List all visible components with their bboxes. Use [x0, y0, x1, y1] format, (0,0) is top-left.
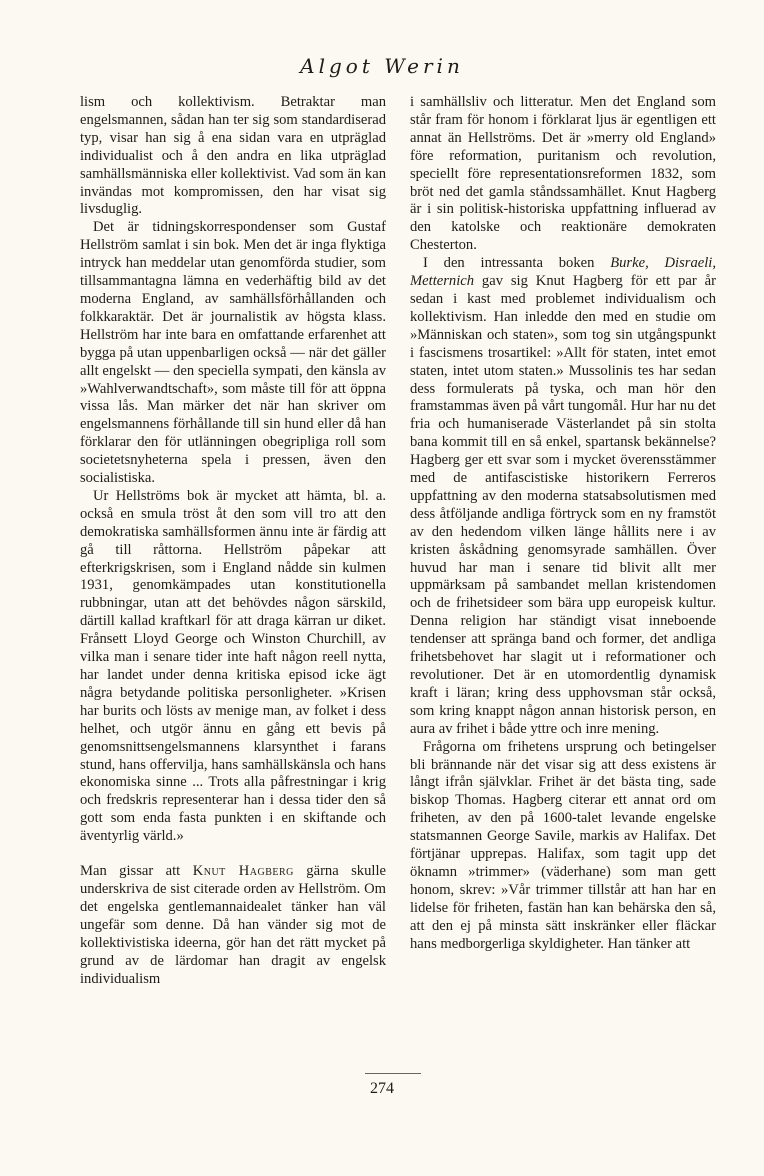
author-name-knut-hagberg: Knut Hagberg — [192, 863, 294, 880]
footer-rule — [365, 1073, 421, 1074]
left-paragraph-3: Ur Hellströms bok är mycket att hämta, bl. a. också en smula tröst åt den som vill tro att den demokratiska samhällsformen ännu inte är färdig att gå till råttorna. Hellström påpekar att efterkrigskrisen, som i England nådde sin kulmen 1931, genomkämpades utan konstitutionella rubbningar, utan att det behövdes någon särskild, därtill kallad kraftkarl för att draga kärran ur diket. Frånsett Lloyd George och Winston Churchill, av vilka man i senare tider inte haft någon reell nytta, har landet under denna kritiska episod icke ägt några betydande politiska personligheter. »Krisen har burits och lösts av menige man, av folket i dess helhet, och utgör ännu en gång ett bevis på genomsnittsengelsmannens klarsynthet i farans stund, hans offervilja, hans samhällskänsla och hans ekonomiska sinne ... Trots alla påfrestningar i krig och fredskris representerar han i dessa tider den så gott som enda fasta punkten i en skiftande och äventyrlig värld.» — [80, 487, 386, 845]
left-paragraph-4-start: Man gissar att — [80, 863, 181, 880]
right-paragraph-3: Frågorna om frihetens ursprung och betingelser bli brännande när det visar sig att dess existens är långt ifrån självklar. Frihet är det bästa ting, sade biskop Thomas. Hagberg citerar ett annat ord om friheten, av den på 1600-talet levande engelske statsmannen George Savile, markis av Halifax. Det förtjänar upprepas. Halifax, som tagit upp det öknamn »trimmer» (väderhane) som man gett honom, skrev: »Vår trimmer tillstår att han har en lidelse för friheten, fastän han kan behärska den så, att den ej på minsta sätt inskränker eller fläckar hans medborgerliga skyldigheter. Han tänker att — [410, 738, 716, 952]
right-paragraph-2-rest: gav sig Knut Hagberg för ett par år sedan i kast med problemet individualism och kollektivism. Han inledde den med en studie om »Människan och staten», som tog sin utgångspunkt i fascismens trosartikel: »Allt för staten, intet emot staten, intet utom staten.» Mussolinis tes har sedan dess formulerats på tyska, och man hör den framstammas även på vårt tungomål. Hur har nu det fria och humaniserade Västerlandet på sin stolta bana kommit till en så enkel, spartansk bekännelse? Hagberg ger ett svar som i mycket överensstämmer med de antifascistiske historikern Ferreros uppfattning av den moderna statsabsolutismen med dess åtföljande andliga förtryck som en ny framstöt av den hedendom vilken länge hållits nere i av kristen åskådning genomsyrade samhällen. Över huvud har man i senare tid blivit allt mer uppmärksam på sambandet mellan kristendomen och de frihetsideer som bära upp europeisk kultur. Denna religion har ständigt visat inneboende tendenser att spränga band och former, det andliga frihetsbehovet har slagit ut i reformationer och revolutioner. Det är en utomordentlig dynamisk kraft i läran; kring dess upphovsman står också, som kring knappt någon annan historisk person, en aura av frihet i både yttre och inre mening. — [410, 273, 716, 737]
left-paragraph-2: Det är tidningskorrespondenser som Gustaf Hellström samlat i sin bok. Men det är inga flyktiga intryck han meddelar utan genomförda studier, som tillsammantagna lämna en vederhäftig bild av det moderna England, av samhällsförhållanden och folkkaraktär. Det är journalistik av högsta klass. Hellström har inte bara en omfattande erfarenhet att bygga på utan uppenbarligen också — när det gäller allt engelskt — den speciella sympati, den känsla av »Wahlverwandtschaft», som måste till för att öppna vissa lås. Man märker det när han skriver om engelsmannens förhållande till sin hund eller då han förklarar den för utlänningen obegripliga roll som societetsnyheterna spela i pressen, även den socialistiska. — [80, 219, 386, 487]
right-paragraph-2-start: I den intressanta boken — [423, 255, 595, 272]
book-title: Burke, Disraeli, Metternich — [410, 255, 716, 290]
left-paragraph-4 — [80, 863, 386, 988]
page-number: 274 — [370, 1080, 394, 1097]
right-paragraph-2 — [410, 255, 716, 738]
running-header-author: Algot Werin — [300, 54, 464, 78]
left-paragraph-1: lism och kollektivism. Betraktar man engelsmannen, sådan han ter sig som standardiserad typ, visar han sig å ena sidan vara en utpräglad individualist och å den andra en lika utpräglad samhällsmänniska eller kollektivist. Vad som än kan invändas mot kompromissen, den har visat sig livsduglig. — [80, 94, 386, 218]
right-paragraph-1: i samhällsliv och litteratur. Men det England som står fram för honom i förklarat ljus är egentligen ett annat än Hellströms. Det är »merry old England» före reformation, puritanism och revolution, speciellt före representationsreformen 1832, som bröt ned det gamla ståndssamhället. Knut Hagberg är i sin politisk-historiska uppfattning influerad av den katolske och reaktionäre demokraten Chesterton. — [410, 94, 716, 254]
left-paragraph-4-rest: gärna skulle underskriva de sist citerade orden av Hellström. Om det engelska gentlemannaidealet tänker han väl ungefär som denne. Då han vänder sig mot de kollektivistiska ideerna, gör han det rätt mycket på grund av de lärdomar han dragit av engelsk individualism — [80, 863, 386, 987]
left-column — [80, 94, 386, 988]
right-column — [410, 94, 716, 954]
